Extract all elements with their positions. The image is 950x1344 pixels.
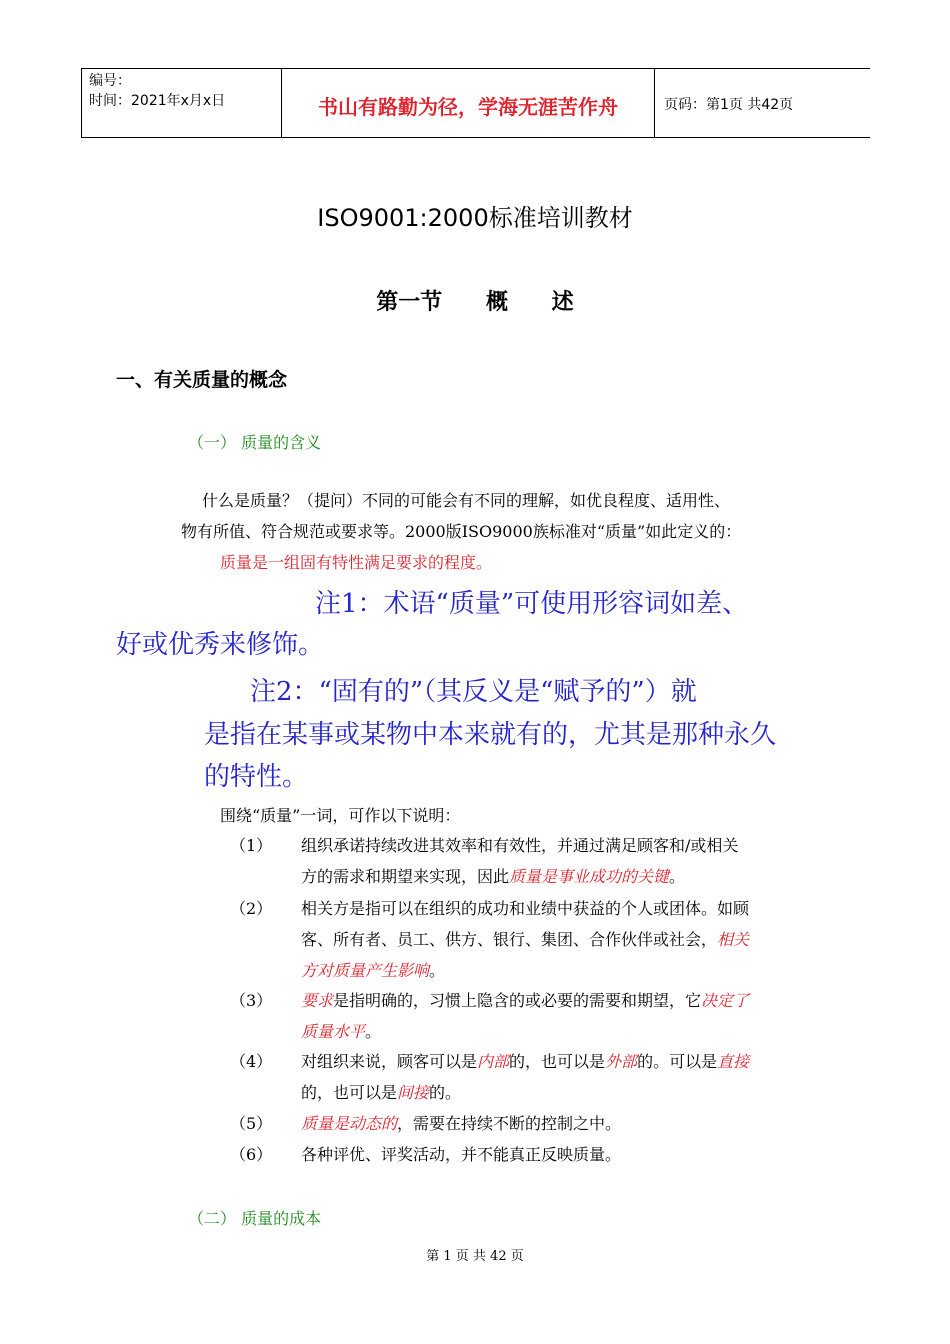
item-number: （2） — [230, 899, 273, 918]
item-text — [301, 1108, 846, 1139]
text-run: 客、所有者、员工、供方、银行、集团、合作伙伴或社会， — [301, 930, 718, 949]
note2-line-3: 的特性。 — [204, 762, 309, 792]
item-text-line2 — [301, 861, 846, 892]
section-word-2: 述 — [551, 290, 574, 315]
text-run: 方的需求和期望来实现，因此 — [301, 867, 510, 886]
item-text — [301, 1046, 846, 1077]
intro-line-1: 什么是质量？（提问）不同的可能会有不同的理解，如优良程度、适用性、 — [202, 491, 731, 510]
text-run: ，需要在持续不断的控制之中。 — [397, 1114, 622, 1133]
subheading-quality-meaning: （一） 质量的含义 — [188, 433, 322, 452]
subheading-quality-cost: （二） 质量的成本 — [188, 1209, 322, 1228]
time-label: 时间：2021年x月x日 — [89, 93, 226, 109]
around-intro: 围绕“质量”一词，可作以下说明： — [220, 806, 461, 825]
note1-line-1: 注1：术语“质量”可使用形容词如差、 — [315, 589, 749, 619]
item-text-line2 — [301, 924, 846, 955]
section-word-1: 概 — [485, 290, 508, 315]
text-run: 对组织来说，顾客可以是 — [301, 1052, 478, 1071]
emphasis-run: 直接 — [717, 1052, 750, 1071]
emphasis-run: 要求 — [301, 991, 334, 1010]
item-text-line2 — [301, 1016, 846, 1047]
intro-line-2: 物有所值、符合规范或要求等。2000版ISO9000族标准对“质量”如此定义的： — [181, 522, 742, 541]
section-heading — [0, 285, 950, 316]
item-number: （6） — [230, 1145, 273, 1164]
item-number: （1） — [230, 836, 273, 855]
emphasis-run: 外部 — [605, 1052, 638, 1071]
item-number: （3） — [230, 991, 273, 1010]
item-text: 相关方是指可以在组织的成功和业绩中获益的个人或团体。如顾 — [301, 899, 750, 918]
header-motto: 书山有路勤为径，学海无涯苦作舟 — [318, 95, 618, 119]
note2-line-1: 注2：“固有的”（其反义是“赋予的”）就 — [250, 677, 697, 707]
text-run: 的。 — [429, 1083, 462, 1102]
item-text-line2 — [301, 1077, 846, 1108]
header-meta — [89, 71, 225, 111]
item-text: 各种评优、评奖活动，并不能真正反映质量。 — [301, 1145, 622, 1164]
heading-quality-concept: 一、有关质量的概念 — [116, 369, 288, 391]
emphasis-run: 决定了 — [701, 991, 750, 1010]
emphasis-run: 相关 — [717, 930, 750, 949]
section-number: 第一节 — [376, 290, 443, 315]
emphasis-run: 质量水平 — [301, 1022, 366, 1041]
emphasis-run: 间接 — [397, 1083, 430, 1102]
header-page-info: 页码：第1页 共42页 — [664, 97, 794, 113]
text-run: 。 — [669, 867, 686, 886]
header-table — [81, 68, 870, 138]
emphasis-run: 质量是事业成功的关键 — [509, 867, 670, 886]
text-run: 的，也可以是 — [301, 1083, 398, 1102]
text-run: 。 — [429, 961, 446, 980]
text-run: 的。可以是 — [637, 1052, 718, 1071]
document-title: ISO9001:2000标准培训教材 — [317, 204, 633, 232]
page-footer: 第 1 页 共 42 页 — [426, 1249, 524, 1264]
number-label: 编号： — [89, 73, 131, 89]
note1-line-2: 好或优秀来修饰。 — [116, 630, 325, 660]
text-run: 。 — [365, 1022, 382, 1041]
text-run: 是指明确的，习惯上隐含的或必要的需要和期望，它 — [333, 991, 702, 1010]
item-text — [301, 985, 846, 1016]
item-text-line3 — [301, 955, 846, 986]
item-number: （5） — [230, 1114, 273, 1133]
emphasis-run: 方对质量产生影响 — [301, 961, 430, 980]
emphasis-run: 内部 — [477, 1052, 510, 1071]
item-text: 组织承诺持续改进其效率和有效性，并通过满足顾客和/或相关 — [301, 836, 739, 855]
text-run: 的，也可以是 — [509, 1052, 606, 1071]
item-number: （4） — [230, 1052, 273, 1071]
quality-definition: 质量是一组固有特性满足要求的程度。 — [220, 553, 493, 572]
note2-line-2: 是指在某事或某物中本来就有的，尤其是那种永久 — [204, 720, 777, 750]
header-border-left — [81, 69, 82, 137]
emphasis-run: 质量是动态的 — [301, 1114, 398, 1133]
